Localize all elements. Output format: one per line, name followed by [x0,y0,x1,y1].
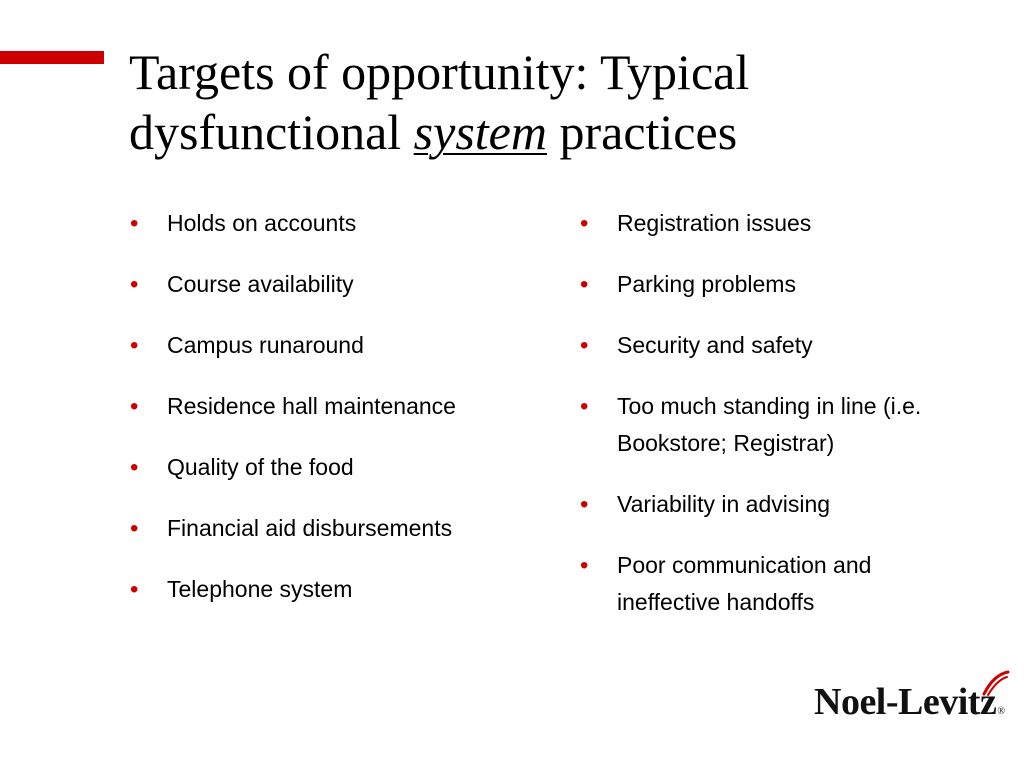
left-bullet-list [130,205,550,632]
bullet-text: Residence hall maintenance [167,393,456,419]
bullet-text: Telephone system [167,576,353,602]
logo-name: Noel-Levitz [814,681,997,723]
title-line-1: Targets of opportunity: Typical [129,44,750,100]
title-emphasis: system [413,104,547,160]
bullet-icon: • [130,332,139,359]
list-item [130,266,550,303]
list-item [580,205,1000,242]
list-item [580,327,1000,364]
slide-title [129,42,989,162]
bullet-text: Campus runaround [167,332,364,358]
bullet-text: Too much standing in line (i.e. Bookstore; Registrar) [617,393,922,456]
bullet-icon: • [130,271,139,298]
bullet-text: Holds on accounts [167,210,357,236]
bullet-icon: • [580,552,589,579]
list-item [130,388,550,425]
list-item [580,388,957,462]
title-line-2-end: practices [559,104,738,160]
bullet-icon: • [580,491,589,518]
list-item [130,510,550,547]
bullet-icon: • [130,515,139,542]
accent-bar [0,51,104,64]
bullet-text: Quality of the food [167,454,354,480]
bullet-icon: • [130,576,139,603]
list-item [580,486,1000,523]
logo-wordmark [814,680,1004,734]
noel-levitz-logo [812,668,1012,724]
bullet-icon: • [580,210,589,237]
bullet-text: Parking problems [617,271,796,297]
bullet-icon: • [580,332,589,359]
bullet-icon: • [580,393,589,420]
bullet-icon: • [130,393,139,420]
bullet-icon: • [130,454,139,481]
list-item [130,327,550,364]
list-item [580,547,957,621]
bullet-text: Course availability [167,271,354,297]
bullet-icon: • [130,210,139,237]
bullet-text: Financial aid disbursements [167,515,453,541]
right-bullet-list [580,205,1000,645]
list-item [130,449,550,486]
title-line-2-start: dysfunctional [129,104,402,160]
registered-mark: ® [997,706,1005,717]
list-item [130,571,550,608]
list-item [130,205,550,242]
bullet-text: Security and safety [617,332,813,358]
bullet-text: Variability in advising [617,491,831,517]
bullet-text: Registration issues [617,210,812,236]
list-item [580,266,1000,303]
bullet-icon: • [580,271,589,298]
bullet-text: Poor communication and ineffective handoffs [617,552,872,615]
